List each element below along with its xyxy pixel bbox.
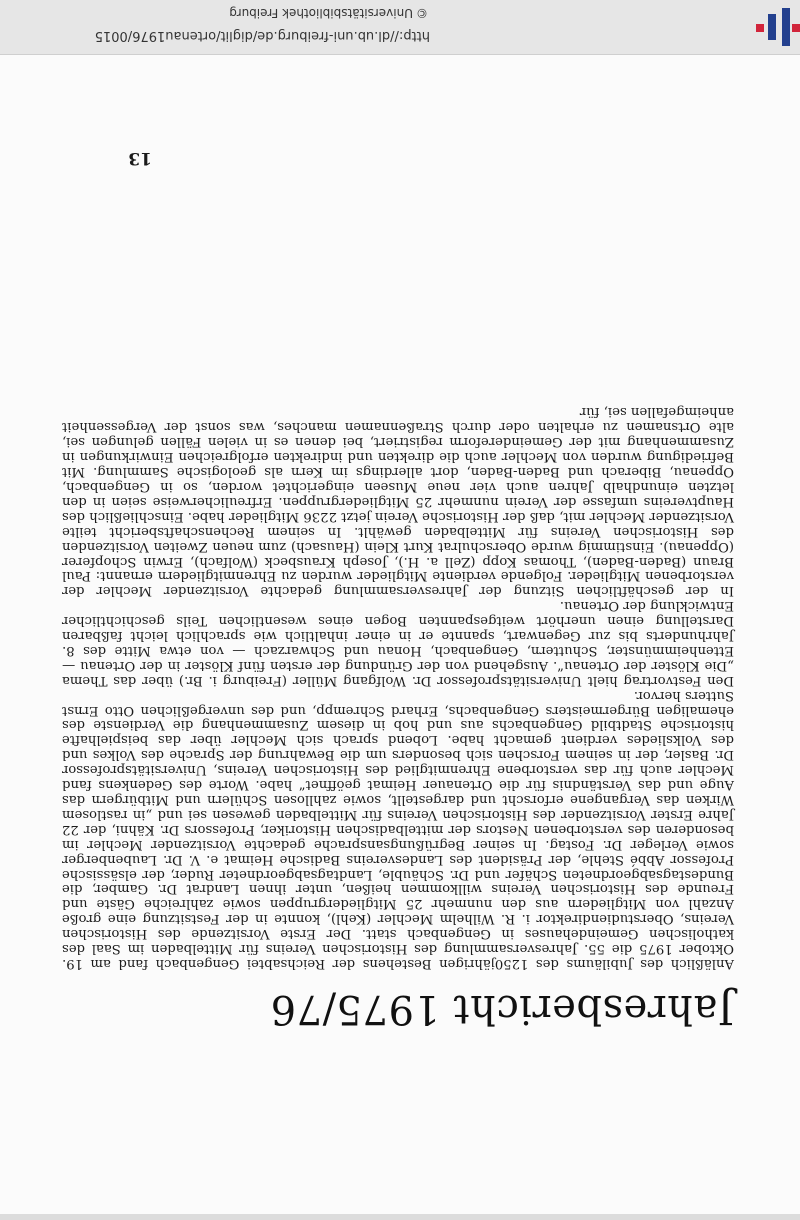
source-credit xyxy=(229,6,428,20)
paragraph-1: Anläßlich des Jubiläums des 1250jährigen Bestehens der Reichsabtei Gengenbach fand am 19. Oktober 1975 die 55. Jahresversammlung des Historischen Vereins für Mittelbaden im Saal des katholischen Gemeindehauses in Gengenbach statt. Der Erste Vorsitzende des Historischen Vereins, Oberstudiendirektor i. R. Wilhelm Mechler (Kehl), konnte in der Festsitzung eine große Anzahl von Mitgliedern aus den nunmehr 25 Mitgliedergruppen sowie zahlreiche Gäste und Freunde des Historischen Vereins willkommen heißen, unter ihnen Landrat Dr. Gamber, die Bundestagsabgeordneten Schäfer und Dr. Schäuble, Landtagsabgeordneter Ruder, der elsässische Professor Abbé Stehle, der Präsident des Landesvereins Badische Heimat e. V. Dr. Laubenberger sowie Verleger Dr. Fostag. In seiner Begrüßungsansprache gedachte Vorsitzender Mechler im besonderen des verstorbenen Nestors der mittelbadischen Historiker, Professors Dr. Kähni, der 22 Jahre Erster Vorsitzender des Historischen Vereins für Mittelbaden gewesen sei und „in rastlosem Wirken das Vergangene erforscht und dargestellt, sowie zahllosen Schülern und Mitbürgern das Auge und das Verständnis für die Ortenauer Heimat geöffnet“ habe. Worte des Gedenkens fand Mechler auch für das verstorbene Ehrenmitglied des Historischen Vereins, Universitätsprofessor Dr. Basler, der in seinem Forschen sich besonders um die Bewahrung der Sprache des Volkes und des Volksliedes verdient gemacht habe. Lobend sprach sich Mechler über das beispielhafte historische Stadtbild Gengenbachs aus und hob in diesem Zusammenhang die Verdienste des ehemaligen Bürgermeisters Gengenbachs, Erhard Schrempp, und des unvergeßlichen Otto Ernst Sutters hervor. xyxy=(62,687,734,971)
copyright-symbol: © xyxy=(416,6,428,20)
page-title: Jahresbericht 1975/76 xyxy=(270,986,734,1032)
library-name: Universitätsbibliothek Freiburg xyxy=(229,6,413,20)
library-banner xyxy=(0,0,800,55)
paragraph-2: Den Festvortrag hielt Universitätsprofessor Dr. Wolfgang Müller (Freiburg i. Br.) über das Thema „Die Klöster der Ortenau“. Ausgehend von der Gründung der ersten fünf Klöster in der Ortenau — Ettenheimmünster, Schuttern, Gengenbach, Honau und Schwarzach — von etwa Mitte des 8. Jahrhunderts bis zur Gegenwart, spannte er in einer inhaltlich wie sprachlich leicht faßbaren Darstellung einen unerhört weitgespannten Bogen eines wesentlichen Teils geschichtlicher Entwicklung der Ortenau. xyxy=(62,598,734,688)
paragraph-3: In der geschäftlichen Sitzung der Jahresversammlung gedachte Vorsitzender Mechler der verstorbenen Mitglieder. Folgende verdiente Mitglieder wurden zu Ehrenmitgliedern ernannt: Paul Braun (Baden-Baden), Thomas Kopp (Zell a. H.), Joseph Krausbeck (Wolfach), Erwin Schopferer (Oppenau). Einstimmig wurde Oberschulrat Kurt Klein (Hausach) zum neuen Zweiten Vorsitzenden des Historischen Vereins für Mittelbaden gewählt. In seinem Rechenschaftsbericht teilte Vorsitzender Mechler mit, daß der Historische Verein jetzt 2236 Mitglieder habe. Einschließlich des Hauptvereins umfasse der Verein nunmehr 25 Mitgliedergruppen. Erfreulicherweise seien in den letzten einundhalb Jahren auch vier neue Museen eingerichtet worden, so in Gengenbach, Oppenau, Biberach und Baden-Baden, dort allerdings im Kern als geologische Sammlung. Mit Befriedigung wurden von Mechler auch die direkten und indirekten erfolgreichen Einwirkungen in Zusammenhang mit der Gemeindereform registriert, bei denen es in vielen Fällen gelungen sei, alte Ortsnamen zu erhalten oder durch Straßennamen manches, was sonst der Vergessenheit anheimgefallen sei, für xyxy=(62,404,734,599)
source-url[interactable]: http://dl.ub.uni-freiburg.de/diglit/ortenau1976/0015 xyxy=(94,28,430,43)
ub-freiburg-logo-icon xyxy=(752,8,800,46)
body-text xyxy=(62,404,734,970)
scan-edge xyxy=(0,1214,800,1220)
page-number: 13 xyxy=(128,148,152,168)
